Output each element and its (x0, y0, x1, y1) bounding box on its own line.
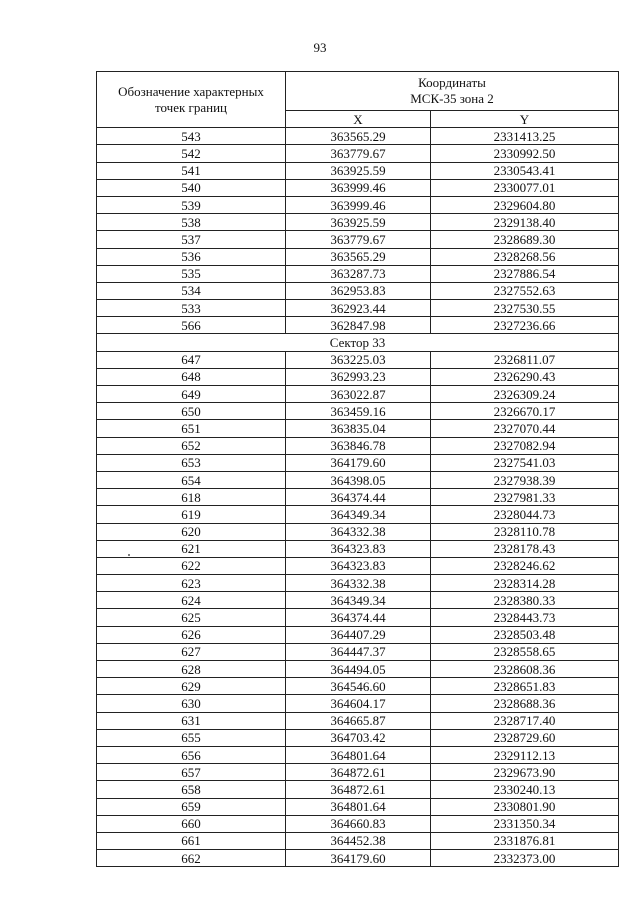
point-id-cell: 543 (97, 128, 286, 145)
x-coordinate-cell: 363999.46 (286, 196, 431, 213)
x-coordinate-cell: 364407.29 (286, 626, 431, 643)
y-coordinate-cell: 2327938.39 (431, 471, 619, 488)
section-row-group (97, 334, 619, 351)
table-row (97, 832, 619, 849)
x-coordinate-cell: 364179.60 (286, 850, 431, 867)
y-coordinate-cell: 2330992.50 (431, 145, 619, 162)
point-id-cell: 621 (97, 540, 286, 557)
point-id-cell: 539 (97, 196, 286, 213)
table-row (97, 128, 619, 145)
point-id-cell: 629 (97, 678, 286, 695)
coords-header-line1: Координаты (418, 75, 486, 90)
table-row (97, 454, 619, 471)
x-coordinate-cell: 364703.42 (286, 729, 431, 746)
point-id-cell: 618 (97, 489, 286, 506)
y-coordinate-cell: 2332373.00 (431, 850, 619, 867)
x-coordinate-cell: 364323.83 (286, 557, 431, 574)
point-id-cell: 649 (97, 386, 286, 403)
table-row (97, 265, 619, 282)
x-coordinate-cell: 363999.46 (286, 179, 431, 196)
y-coordinate-cell: 2328178.43 (431, 540, 619, 557)
point-id-cell: 631 (97, 712, 286, 729)
point-id-cell: 662 (97, 850, 286, 867)
y-coordinate-cell: 2331350.34 (431, 815, 619, 832)
y-coordinate-cell: 2327082.94 (431, 437, 619, 454)
table-row (97, 248, 619, 265)
y-coordinate-cell: 2327552.63 (431, 282, 619, 299)
table-row (97, 351, 619, 368)
coordinates-table (96, 71, 619, 867)
point-id-cell: 648 (97, 368, 286, 385)
point-id-cell: 656 (97, 746, 286, 763)
y-coordinate-cell: 2328503.48 (431, 626, 619, 643)
y-coordinate-cell: 2328717.40 (431, 712, 619, 729)
table-row (97, 145, 619, 162)
points-column-header (97, 72, 286, 128)
point-id-cell: 541 (97, 162, 286, 179)
x-coordinate-cell: 364546.60 (286, 678, 431, 695)
x-coordinate-cell: 363835.04 (286, 420, 431, 437)
point-id-cell: 624 (97, 592, 286, 609)
point-id-cell: 655 (97, 729, 286, 746)
x-coordinate-cell: 364332.38 (286, 523, 431, 540)
y-coordinate-cell: 2329604.80 (431, 196, 619, 213)
rows-before-section (97, 128, 619, 334)
y-coordinate-cell: 2329673.90 (431, 764, 619, 781)
point-id-cell: 654 (97, 471, 286, 488)
y-coordinate-cell: 2328314.28 (431, 575, 619, 592)
x-coordinate-cell: 364494.05 (286, 661, 431, 678)
table-row (97, 626, 619, 643)
point-id-cell: 659 (97, 798, 286, 815)
table-row (97, 506, 619, 523)
y-coordinate-cell: 2330077.01 (431, 179, 619, 196)
y-coordinate-cell: 2327886.54 (431, 265, 619, 282)
table-row (97, 300, 619, 317)
scan-speck (128, 554, 130, 556)
y-coordinate-cell: 2328558.65 (431, 643, 619, 660)
y-coordinate-cell: 2328651.83 (431, 678, 619, 695)
y-coordinate-cell: 2328729.60 (431, 729, 619, 746)
point-id-cell: 540 (97, 179, 286, 196)
x-coordinate-cell: 363779.67 (286, 231, 431, 248)
y-coordinate-cell: 2327541.03 (431, 454, 619, 471)
x-coordinate-cell: 364452.38 (286, 832, 431, 849)
point-id-cell: 535 (97, 265, 286, 282)
x-coordinate-cell: 364872.61 (286, 781, 431, 798)
table-row (97, 179, 619, 196)
table-row (97, 523, 619, 540)
x-coordinate-cell: 362923.44 (286, 300, 431, 317)
x-coordinate-cell: 364660.83 (286, 815, 431, 832)
table-row (97, 643, 619, 660)
x-coordinate-cell: 363846.78 (286, 437, 431, 454)
y-coordinate-cell: 2326811.07 (431, 351, 619, 368)
point-id-cell: 536 (97, 248, 286, 265)
table-row (97, 317, 619, 334)
x-coordinate-cell: 364179.60 (286, 454, 431, 471)
point-id-cell: 620 (97, 523, 286, 540)
table-row (97, 231, 619, 248)
y-column-header: Y (431, 111, 619, 128)
point-id-cell: 619 (97, 506, 286, 523)
point-id-cell: 647 (97, 351, 286, 368)
table-row (97, 746, 619, 763)
table-row (97, 420, 619, 437)
y-coordinate-cell: 2328044.73 (431, 506, 619, 523)
x-coordinate-cell: 363565.29 (286, 248, 431, 265)
x-coordinate-cell: 363565.29 (286, 128, 431, 145)
x-coordinate-cell: 363287.73 (286, 265, 431, 282)
y-coordinate-cell: 2331876.81 (431, 832, 619, 849)
table-row (97, 471, 619, 488)
section-row (97, 334, 619, 351)
x-coordinate-cell: 364323.83 (286, 540, 431, 557)
y-coordinate-cell: 2326670.17 (431, 403, 619, 420)
x-coordinate-cell: 364374.44 (286, 609, 431, 626)
y-coordinate-cell: 2328246.62 (431, 557, 619, 574)
table-row (97, 592, 619, 609)
y-coordinate-cell: 2328443.73 (431, 609, 619, 626)
table-row (97, 196, 619, 213)
coords-header-line2: МСК-35 зона 2 (410, 91, 494, 106)
x-coordinate-cell: 364349.34 (286, 592, 431, 609)
table-row (97, 489, 619, 506)
point-id-cell: 658 (97, 781, 286, 798)
x-coordinate-cell: 363225.03 (286, 351, 431, 368)
y-coordinate-cell: 2329112.13 (431, 746, 619, 763)
point-id-cell: 657 (97, 764, 286, 781)
section-label: Сектор 33 (97, 334, 619, 351)
table-row (97, 540, 619, 557)
y-coordinate-cell: 2327981.33 (431, 489, 619, 506)
x-coordinate-cell: 364447.37 (286, 643, 431, 660)
point-id-cell: 538 (97, 214, 286, 231)
table-row (97, 575, 619, 592)
point-id-cell: 534 (97, 282, 286, 299)
point-id-cell: 625 (97, 609, 286, 626)
y-coordinate-cell: 2328688.36 (431, 695, 619, 712)
table-row (97, 850, 619, 867)
point-id-cell: 566 (97, 317, 286, 334)
table-row (97, 712, 619, 729)
point-id-cell: 533 (97, 300, 286, 317)
x-column-header: X (286, 111, 431, 128)
point-id-cell: 650 (97, 403, 286, 420)
x-coordinate-cell: 363459.16 (286, 403, 431, 420)
x-coordinate-cell: 364801.64 (286, 746, 431, 763)
table-row (97, 609, 619, 626)
point-id-cell: 651 (97, 420, 286, 437)
y-coordinate-cell: 2326290.43 (431, 368, 619, 385)
table-row (97, 764, 619, 781)
y-coordinate-cell: 2328380.33 (431, 592, 619, 609)
x-coordinate-cell: 364604.17 (286, 695, 431, 712)
y-coordinate-cell: 2328608.36 (431, 661, 619, 678)
y-coordinate-cell: 2331413.25 (431, 128, 619, 145)
y-coordinate-cell: 2327530.55 (431, 300, 619, 317)
points-header-line2: точек границ (154, 99, 228, 115)
x-coordinate-cell: 363779.67 (286, 145, 431, 162)
x-coordinate-cell: 362953.83 (286, 282, 431, 299)
point-id-cell: 630 (97, 695, 286, 712)
x-coordinate-cell: 364665.87 (286, 712, 431, 729)
table-row (97, 798, 619, 815)
rows-after-section (97, 351, 619, 867)
table-row (97, 437, 619, 454)
table-row (97, 729, 619, 746)
point-id-cell: 626 (97, 626, 286, 643)
table-row (97, 678, 619, 695)
table-row (97, 368, 619, 385)
points-header-line1: Обозначение характерных (118, 83, 264, 99)
y-coordinate-cell: 2327236.66 (431, 317, 619, 334)
table-row (97, 282, 619, 299)
point-id-cell: 660 (97, 815, 286, 832)
point-id-cell: 627 (97, 643, 286, 660)
y-coordinate-cell: 2330801.90 (431, 798, 619, 815)
x-coordinate-cell: 363022.87 (286, 386, 431, 403)
table-row (97, 162, 619, 179)
point-id-cell: 661 (97, 832, 286, 849)
x-coordinate-cell: 362847.98 (286, 317, 431, 334)
x-coordinate-cell: 362993.23 (286, 368, 431, 385)
y-coordinate-cell: 2327070.44 (431, 420, 619, 437)
point-id-cell: 623 (97, 575, 286, 592)
point-id-cell: 628 (97, 661, 286, 678)
x-coordinate-cell: 364801.64 (286, 798, 431, 815)
table-row (97, 214, 619, 231)
x-coordinate-cell: 364374.44 (286, 489, 431, 506)
point-id-cell: 652 (97, 437, 286, 454)
x-coordinate-cell: 364349.34 (286, 506, 431, 523)
table-row (97, 781, 619, 798)
y-coordinate-cell: 2330240.13 (431, 781, 619, 798)
table-row (97, 815, 619, 832)
x-coordinate-cell: 364398.05 (286, 471, 431, 488)
point-id-cell: 622 (97, 557, 286, 574)
y-coordinate-cell: 2330543.41 (431, 162, 619, 179)
table-row (97, 695, 619, 712)
y-coordinate-cell: 2329138.40 (431, 214, 619, 231)
y-coordinate-cell: 2326309.24 (431, 386, 619, 403)
table-row (97, 557, 619, 574)
point-id-cell: 537 (97, 231, 286, 248)
table-row (97, 386, 619, 403)
point-id-cell: 653 (97, 454, 286, 471)
table-row (97, 403, 619, 420)
y-coordinate-cell: 2328689.30 (431, 231, 619, 248)
x-coordinate-cell: 363925.59 (286, 162, 431, 179)
x-coordinate-cell: 364332.38 (286, 575, 431, 592)
y-coordinate-cell: 2328110.78 (431, 523, 619, 540)
point-id-cell: 542 (97, 145, 286, 162)
y-coordinate-cell: 2328268.56 (431, 248, 619, 265)
x-coordinate-cell: 363925.59 (286, 214, 431, 231)
table-row (97, 661, 619, 678)
coordinates-column-header (286, 72, 619, 111)
page-number: 93 (313, 40, 327, 55)
x-coordinate-cell: 364872.61 (286, 764, 431, 781)
